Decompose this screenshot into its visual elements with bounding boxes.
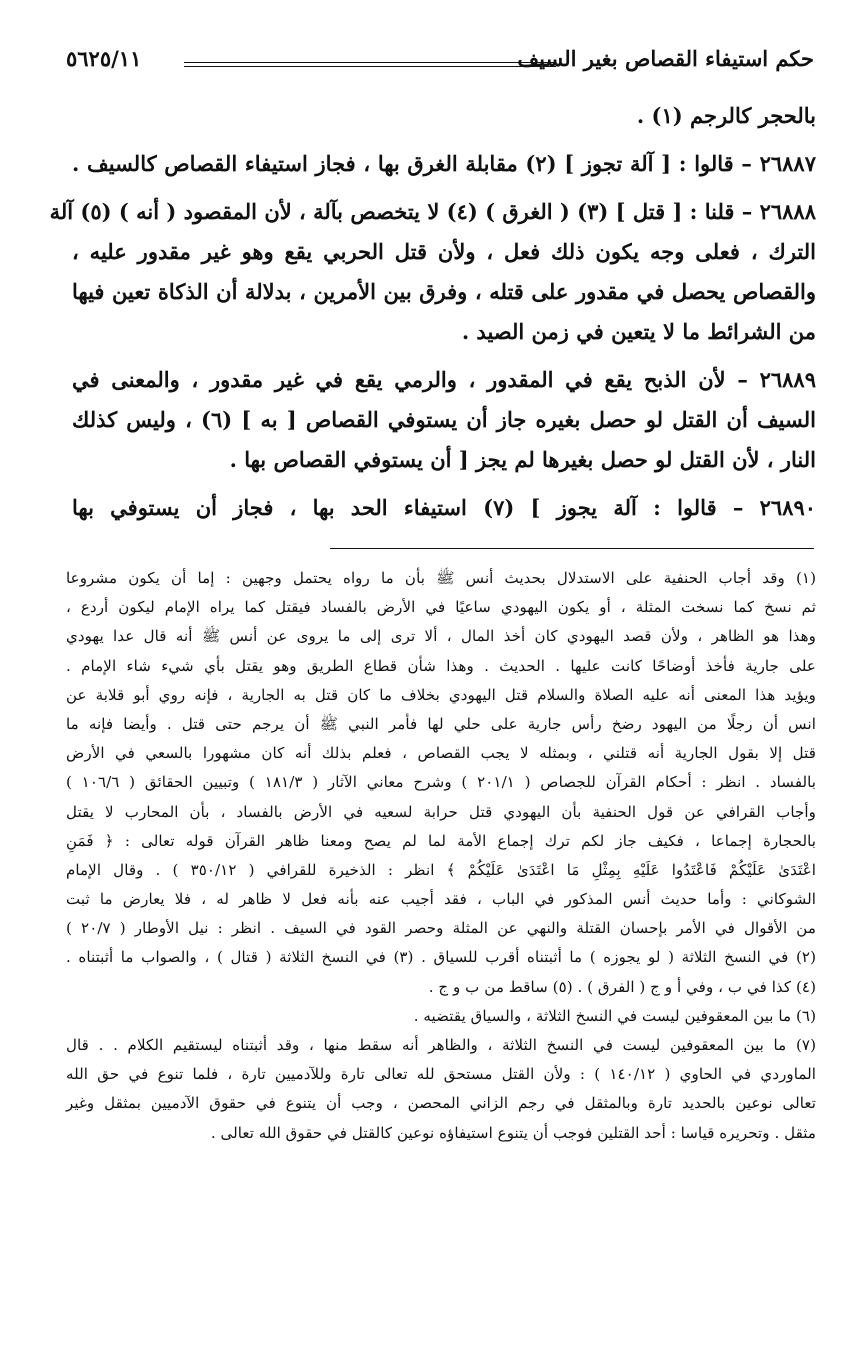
- footnote-line: بالحجارة إجماعا ، فكيف جاز لكم ترك إجماع الأمة لما لم يصح ومعنا ظاهر القرآن قوله تعالى : ﴿ فَمَنِ: [66, 831, 816, 850]
- footnote-line: وأجاب القرافي عن قول الحنفية بأن اليهودي قتل حرابة لسعيه في الأرض بالفساد ، بأن المحارب لا يقتل: [66, 802, 816, 821]
- main-line: السيف أن القتل لو حصل بغيره جاز أن يستوفي القصاص [ به ] (٦) ، وليس كذلك: [72, 407, 816, 432]
- main-line: ٢٦٨٨٧ – قالوا : [ آلة تجوز ] (٢) مقابلة الغرق بها ، فجاز استيفاء القصاص كالسيف .: [72, 151, 816, 176]
- footnote-separator: [330, 548, 814, 549]
- footnote-line: قتل إلا بقول الجارية أنه قتلني ، وبمثله لا يجب القصاص ، فعلم بذلك أنه كان مشهورا بالسعي في الأرض: [66, 744, 816, 763]
- footnote-line: من الأقوال في الأمر بإحسان القتلة والنهي عن المثلة وحصر القود في السيف . انظر : نيل الأوطار ( ٢٠/٧ ): [66, 919, 816, 938]
- footnote-line: الشوكاني : وأما حديث أنس المذكور في الباب ، فقد أجيب عنه بأنه فعل لا ظاهر له ، فلا يعارض ما ثبت: [66, 890, 816, 909]
- header-rule-second: [184, 66, 556, 67]
- main-line: النار ، لأن القتل لو حصل بغيرها لم يجز [ أن يستوفي القصاص بها .: [229, 447, 816, 472]
- header-title: حكم استيفاء القصاص بغير السيف: [517, 46, 814, 71]
- header-rule: [184, 62, 556, 63]
- footnote-line: (٢) في النسخ الثلاثة ( لو يجوزه ) ما أثبتناه أقرب للسياق . (٣) في النسخ الثلاثة ( قتال ) ، والصواب ما أثبتناه .: [66, 948, 817, 967]
- footnote-line: وهذا هو الظاهر ، ولأن قصد اليهودي كان أخذ المال ، ألا ترى إلى ما يروى عن أنس ﷺ أنه قال عدا يهودي: [66, 627, 816, 646]
- main-line: ٢٦٨٨٨ – قلنا : [ قتل ] (٣) ( الغرق ) (٤) لا يتخصص بآلة ، لأن المقصود ( أنه ) (٥) آلة: [49, 199, 816, 224]
- main-line: بالحجر كالرجم (١) .: [636, 103, 816, 128]
- running-header: [66, 44, 814, 84]
- footnote-line: على جارية فأخذ أوضاحًا كانت عليها . الحديث . وهذا شأن قطاع الطريق وهو يقتل بأي شيء شاء الإمام .: [66, 656, 816, 675]
- main-text: [49, 96, 817, 528]
- footnote-line: انس أن رجلًا من اليهود رضخ رأس جارية على حلي لها فأمر النبي ﷺ أن يرجم حتى قتل . وأيضا فإنه ما: [66, 714, 816, 733]
- footnotes: [66, 564, 816, 1148]
- main-line: ٢٦٨٩٠ – قالوا : آلة يجوز ] (٧) استيفاء الحد بها ، فجاز أن يستوفي بها: [72, 495, 817, 520]
- footnote-line: (١) وقد أجاب الحنفية على الاستدلال بحديث أنس ﷺ بأن ما رواه يحتمل وجهين : إما أن يكون مشروعا: [66, 569, 816, 587]
- main-line: الترك ، فعلى وجه يكون ذلك فعل ، ولأن قتل الحربي يقع وهو غير مقدور عليه ،: [72, 239, 816, 264]
- footnote-line: بالفساد . انظر : أحكام القرآن للجصاص ( ٢٠١/١ ) وشرح معاني الآثار ( ١٨١/٣ ) وتبيين الحقائق ( ١٠٦/٦ ): [66, 773, 816, 792]
- footnote-line: الماوردي في الحاوي ( ١٤٠/١٢ ) : ولأن القتل مستحق لله تعالى تارة وللآدميين تارة ، فلما تنوع في حق الله: [66, 1065, 817, 1084]
- main-line: من الشرائط ما لا يتعين في زمن الصيد .: [461, 319, 816, 344]
- footnote-line: مثقل . وتحريره قياسا : أحد القتلين فوجب أن يتنوع استيفاؤه نوعين كالقتل في حقوق الله تعالى .: [210, 1123, 816, 1142]
- footnote-line: تعالى نوعين بالحديد تارة وبالمثقل في رجم الزاني المحصن ، وجب أن يتنوع في حقوق الآدميين بمثقل وغير: [66, 1094, 816, 1113]
- main-line: ٢٦٨٨٩ – لأن الذبح يقع في المقدور ، والرمي يقع في غير مقدور ، والمعنى في: [72, 367, 816, 392]
- footnote-line: اعْتَدَىٰ عَلَيْكُمْ فَاعْتَدُوا عَلَيْهِ بِمِثْلِ مَا اعْتَدَىٰ عَلَيْكُمْ ﴾ انظر : الذخيرة للقرافي ( ٣٥٠/١٢ ) . وقال الإمام: [66, 860, 816, 879]
- footnote-line: (٦) ما بين المعقوفين ليست في النسخ الثلاثة ، والسياق يقتضيه .: [413, 1006, 816, 1025]
- footnote-line: ويؤيد هذا المعنى أنه عليه الصلاة والسلام قتل اليهودي بخلاف ما كان قتل به الجارية ، فإنه روي أبو قلابة عن: [66, 685, 816, 704]
- footnote-line: (٧) ما بين المعقوفين ليست في النسخ الثلاثة ، والظاهر أنه سقط منها ، وقد أثبتناه ليستقيم الكلام . . قال: [66, 1036, 816, 1054]
- footnote-line: ثم نسخ كما نسخت المثلة ، أو يكون اليهودي ساعيًا في الأرض بالفساد فيقتل كما يراه الإمام ليكون أردع ،: [66, 598, 816, 617]
- header-page-reference: ٥٦٢٥/١١: [66, 46, 142, 71]
- footnote-line: (٤) كذا في ب ، وفي أ و ج ( الفرق ) . (٥) ساقط من ب و ج .: [428, 977, 816, 996]
- main-line: والقصاص يحصل في مقدور على قتله ، وفرق بين الأمرين ، بدلالة أن الذكاة تعين فيها: [72, 279, 816, 304]
